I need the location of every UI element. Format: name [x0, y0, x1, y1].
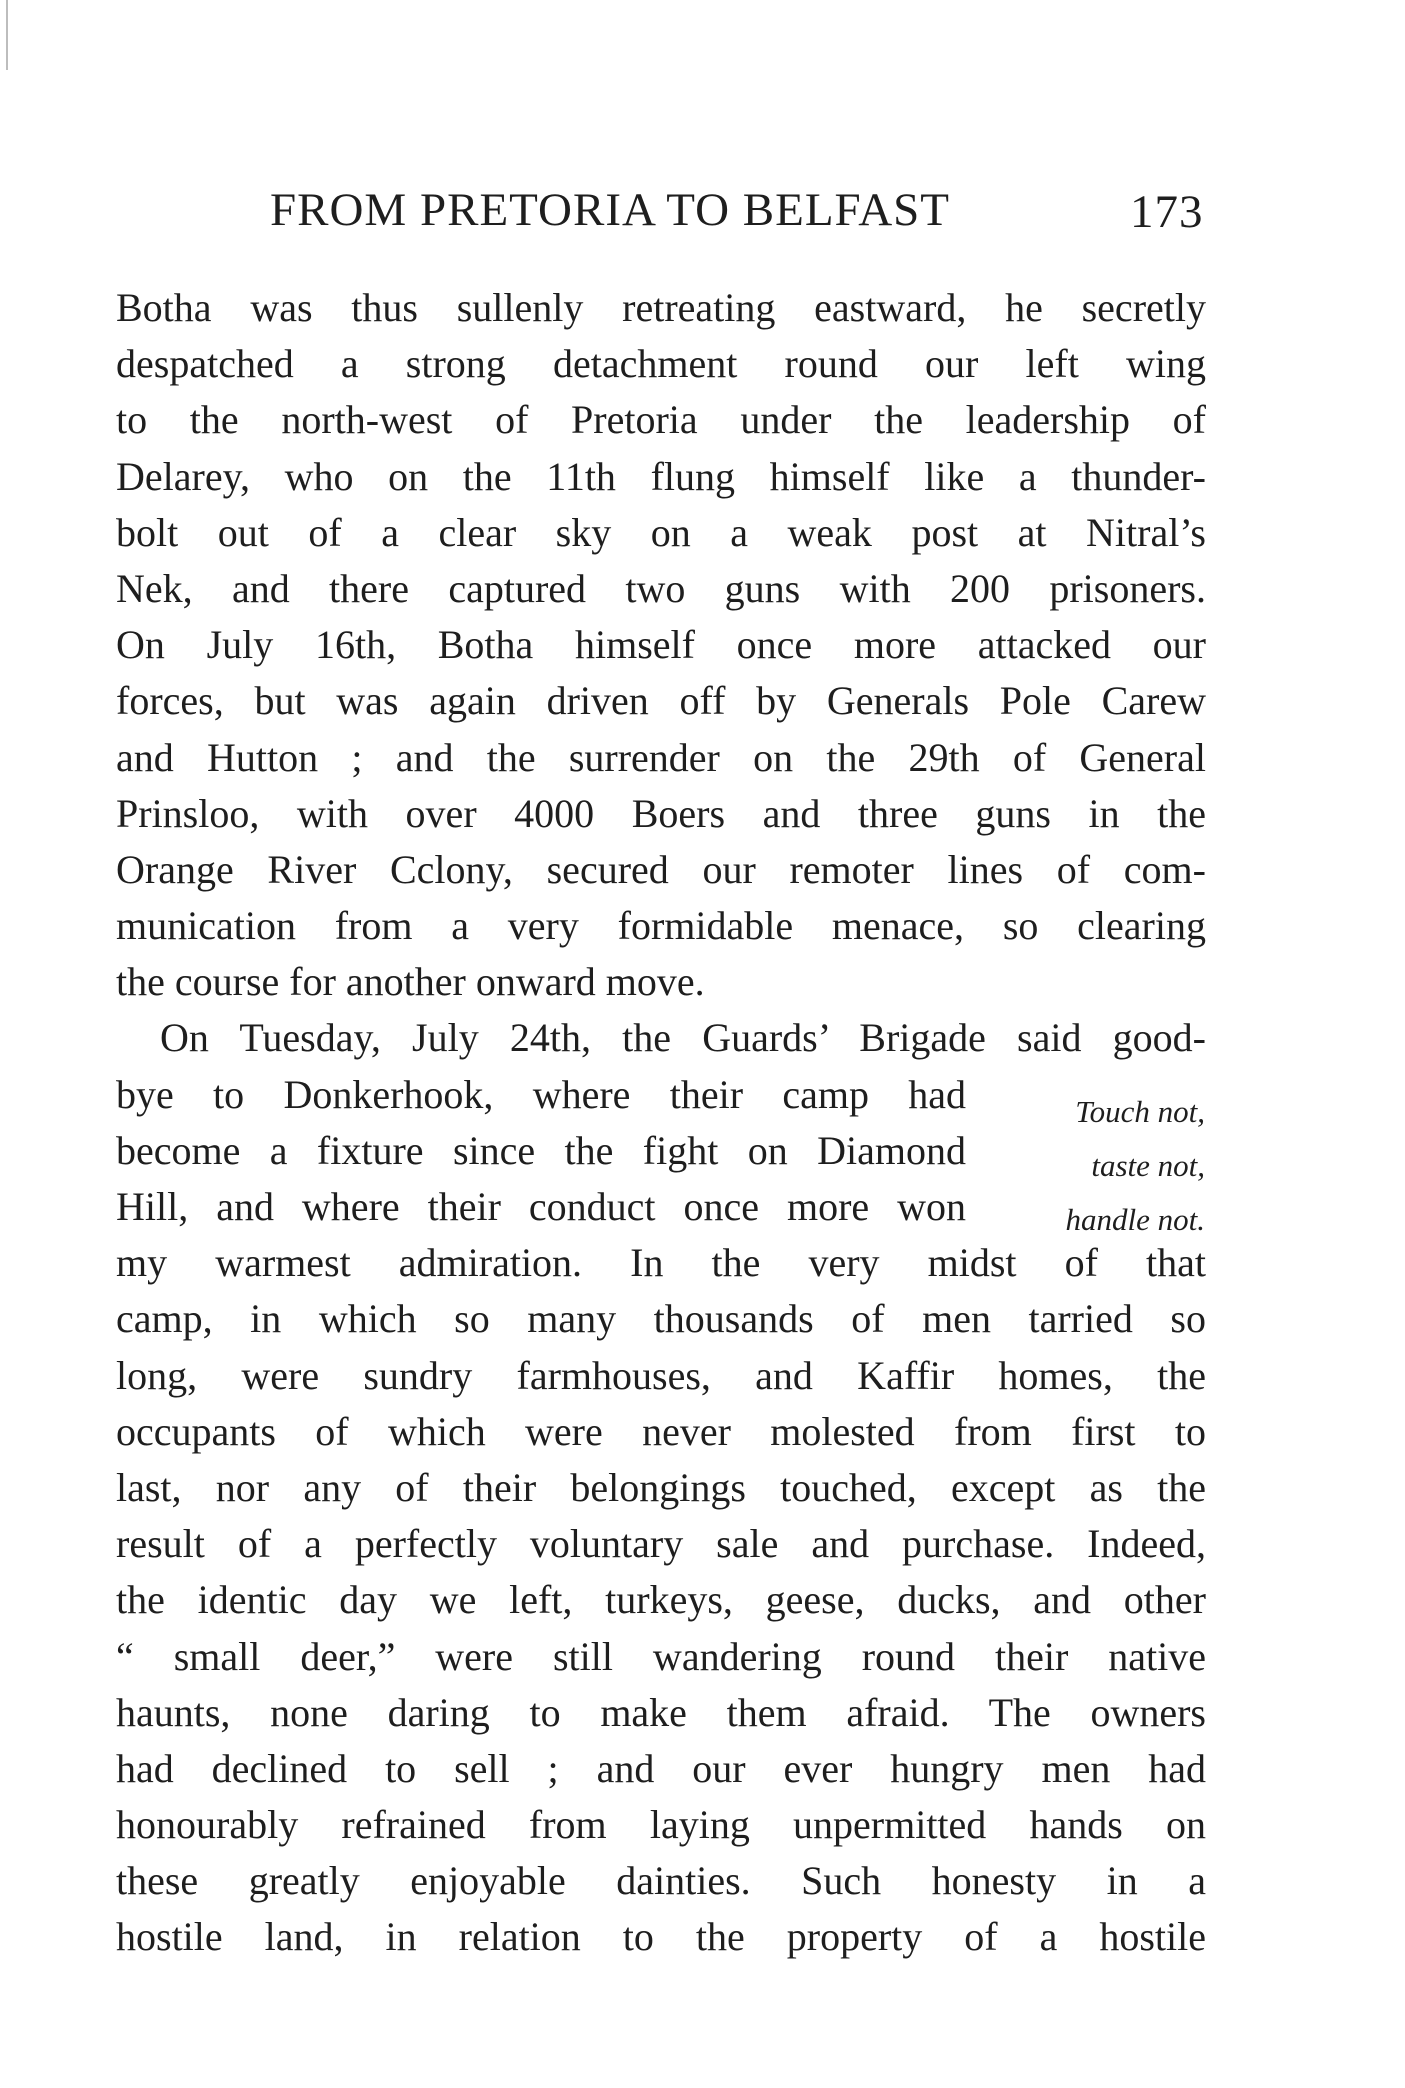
marginal-note-line: Touch not, — [1075, 1094, 1205, 1129]
text-line: and Hutton ; and the surrender on the 29th of General — [116, 734, 1206, 780]
text-line: long, were sundry farmhouses, and Kaffir homes, the — [116, 1352, 1206, 1398]
text-line: Orange River Cclony, secured our remoter lines of com- — [116, 846, 1206, 892]
text-line: Prinsloo, with over 4000 Boers and three guns in the — [116, 790, 1206, 836]
text-line: Nek, and there captured two guns with 200 prisoners. — [116, 565, 1206, 611]
marginal-note-line: handle not. — [1065, 1202, 1205, 1237]
text-line: Botha was thus sullenly retreating eastward, he secretly — [116, 285, 1206, 330]
text-line: result of a perfectly voluntary sale and purchase. Indeed, — [116, 1521, 1206, 1567]
text-line: hostile land, in relation to the property of a hostile — [116, 1914, 1206, 1960]
scan-edge-mark — [6, 0, 8, 70]
text-line: “ small deer,” were still wandering round their native — [116, 1633, 1206, 1679]
text-line: munication from a very formidable menace, so clearing — [116, 903, 1206, 949]
text-line: occupants of which were never molested from first to — [116, 1408, 1206, 1454]
text-line: despatched a strong detachment round our left wing — [116, 341, 1206, 387]
paragraph-start-line: On Tuesday, July 24th, the Guards’ Brigade said good- — [160, 1015, 1206, 1061]
running-title: FROM PRETORIA TO BELFAST — [270, 184, 950, 236]
marginal-note-line: taste not, — [1091, 1148, 1205, 1183]
text-line: Delarey, who on the 11th flung himself like a thunder- — [116, 453, 1206, 499]
text-line: had declined to sell ; and our ever hungry men had — [116, 1745, 1206, 1791]
text-line: bolt out of a clear sky on a weak post at Nitral’s — [116, 509, 1206, 555]
text-line: the identic day we left, turkeys, geese, ducks, and other — [116, 1577, 1206, 1623]
paragraph-end-line: the course for another onward move. — [116, 959, 705, 1005]
page-header — [270, 183, 1210, 253]
text-line: camp, in which so many thousands of men tarried so — [116, 1296, 1206, 1342]
text-line: haunts, none daring to make them afraid. The owners — [116, 1689, 1206, 1735]
text-line: forces, but was again driven off by Generals Pole Carew — [116, 678, 1206, 724]
text-line: my warmest admiration. In the very midst of that — [116, 1240, 1206, 1286]
text-line: to the north-west of Pretoria under the leadership of — [116, 397, 1206, 443]
text-line: honourably refrained from laying unpermitted hands on — [116, 1802, 1206, 1848]
text-line: Hill, and where their conduct once more won — [116, 1184, 966, 1229]
text-line: On July 16th, Botha himself once more attacked our — [116, 622, 1206, 668]
marginal-note — [990, 1085, 1205, 1247]
page-number: 173 — [1130, 186, 1204, 238]
text-line: last, nor any of their belongings touched, except as the — [116, 1464, 1206, 1510]
text-line: become a fixture since the fight on Diamond — [116, 1127, 966, 1173]
text-line: bye to Donkerhook, where their camp had — [116, 1071, 966, 1117]
text-line: these greatly enjoyable dainties. Such honesty in a — [116, 1858, 1206, 1904]
